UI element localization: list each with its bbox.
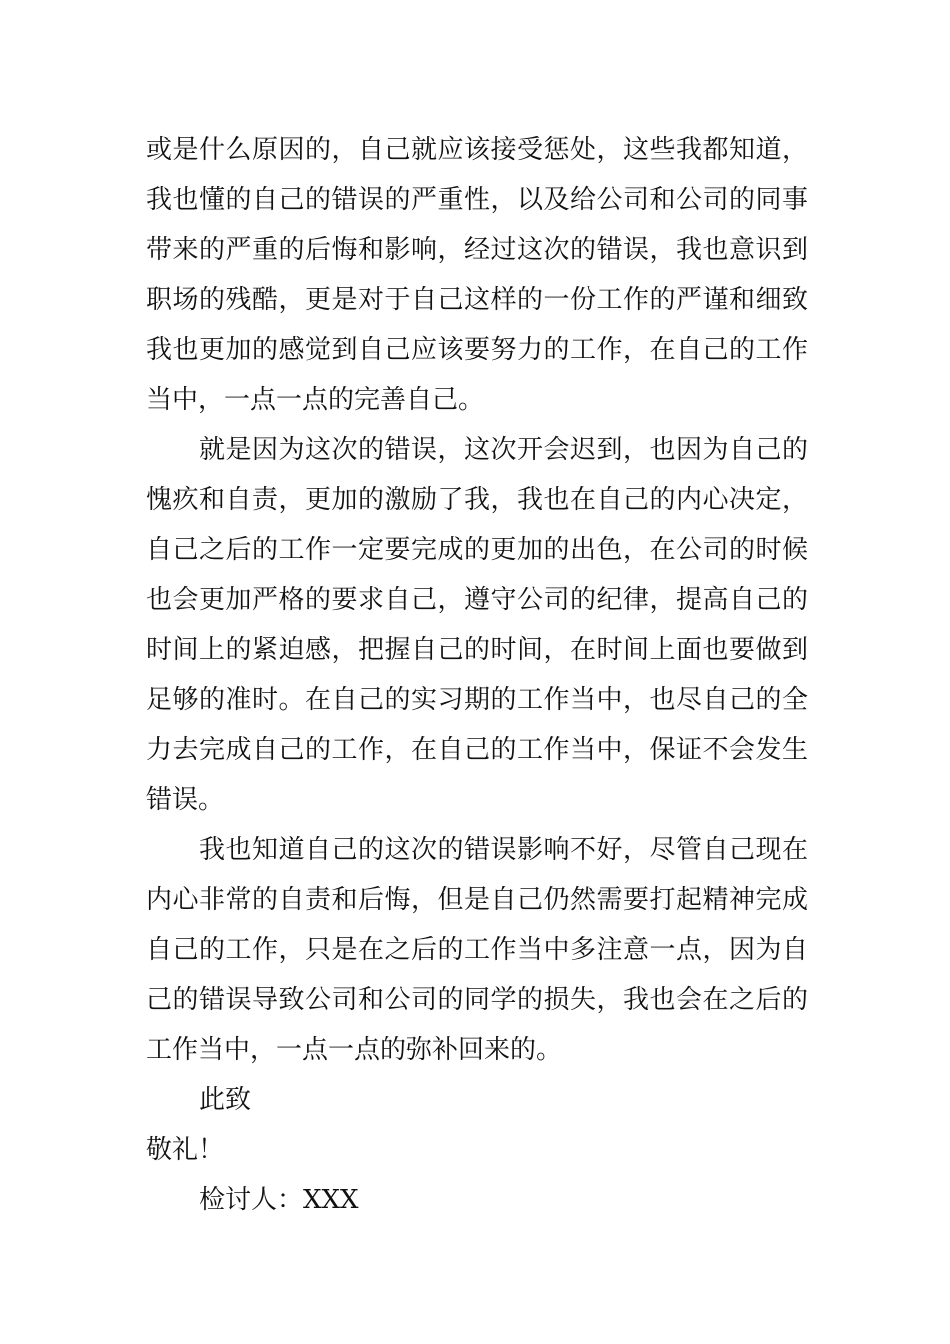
text-line: 我也懂的自己的错误的严重性，以及给公司和公司的同事: [146, 185, 808, 215]
text-line: 自己的工作，只是在之后的工作当中多注意一点，因为自: [146, 935, 808, 965]
text-line: 也会更加严格的要求自己，遵守公司的纪律，提高自己的: [146, 585, 808, 615]
text-line: 时间上的紧迫感，把握自己的时间，在时间上面也要做到: [146, 635, 808, 665]
text-line: 内心非常的自责和后悔，但是自己仍然需要打起精神完成: [146, 885, 808, 915]
text-line: 就是因为这次的错误，这次开会迟到，也因为自己的: [199, 435, 808, 465]
document-body: [146, 125, 808, 1225]
text-line: 错误。: [146, 785, 225, 815]
salutation: 此致: [199, 1085, 252, 1115]
text-line: 或是什么原因的，自己就应该接受惩处，这些我都知道，: [146, 135, 808, 165]
text-line: 职场的残酷，更是对于自己这样的一份工作的严谨和细致: [146, 285, 808, 315]
text-line: 我也知道自己的这次的错误影响不好，尽管自己现在: [199, 835, 808, 865]
text-line: 足够的准时。在自己的实习期的工作当中，也尽自己的全: [146, 685, 808, 715]
text-line: 我也更加的感觉到自己应该要努力的工作，在自己的工作: [146, 335, 808, 365]
text-line: 工作当中，一点一点的弥补回来的。: [146, 1035, 563, 1065]
text-line: 自己之后的工作一定要完成的更加的出色，在公司的时候: [146, 535, 808, 565]
text-line: 己的错误导致公司和公司的同学的损失，我也会在之后的: [146, 985, 808, 1015]
paragraph-1: [146, 125, 808, 425]
closing-block: [146, 1075, 808, 1225]
text-line: 带来的严重的后悔和影响，经过这次的错误，我也意识到: [146, 235, 808, 265]
regards: 敬礼！: [146, 1135, 225, 1165]
paragraph-3: [146, 825, 808, 1075]
text-line: 当中，一点一点的完善自己。: [146, 385, 485, 415]
text-line: 愧疚和自责，更加的激励了我，我也在自己的内心决定，: [146, 485, 808, 515]
signature: 检讨人：XXX: [199, 1185, 359, 1215]
text-line: 力去完成自己的工作，在自己的工作当中，保证不会发生: [146, 735, 808, 765]
paragraph-2: [146, 425, 808, 825]
